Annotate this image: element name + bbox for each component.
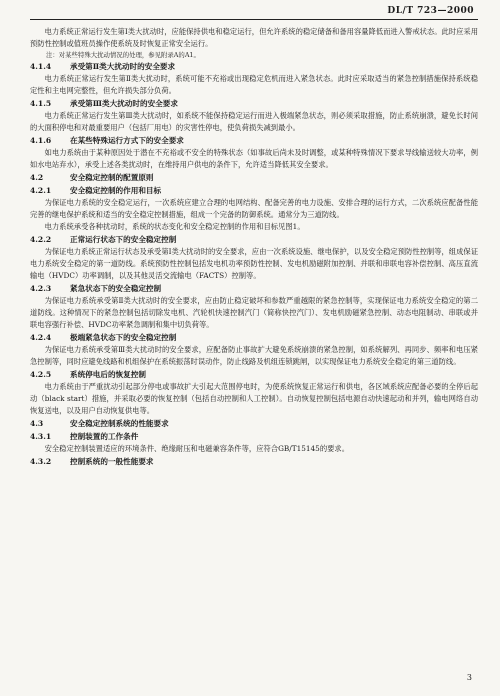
paragraph: 为保证电力系统的安全稳定运行，一次系统应建立合理的电网结构、配备完善的电力设施、安排合理的运行方式，二次系统应配备性能完善的继电保护系统和适当的安全稳定控制措施，组成一个完备的防御系统。通常分为三道防线。 xyxy=(30,198,478,219)
section-heading xyxy=(30,456,478,468)
section-number: 4.1.6 xyxy=(30,136,52,145)
section-number: 4.2.3 xyxy=(30,284,52,293)
section-title: 正常运行状态下的安全稳定控制 xyxy=(70,235,177,244)
section-heading xyxy=(30,98,478,110)
section-title: 安全稳定控制的配置原则 xyxy=(70,173,154,182)
section-heading xyxy=(30,332,478,344)
document-body xyxy=(30,26,478,468)
paragraph: 电力系统正常运行发生第Ⅱ类大扰动时，系统可能不充裕或出现稳定危机而进入紧急状态。此时应采取适当的紧急控制措施保持系统稳定性和主电网完整性，但允许损失部分负荷。 xyxy=(30,74,478,95)
section-title: 承受第Ⅲ类大扰动时的安全要求 xyxy=(70,99,178,108)
section-number: 4.1.4 xyxy=(30,62,52,71)
section-heading xyxy=(30,283,478,295)
paragraph: 为保证电力系统承受第Ⅱ类大扰动时的安全要求，应由防止稳定破坏和参数严重越限的紧急控制等，实现保证电力系统安全稳定的第二道防线。这种情况下的紧急控制包括切除发电机、汽轮机快速控制汽门（简称快控汽门）、发电机励磁紧急控制、动态电阻制动、串联或并联电容强行补偿、HVDC功率紧急调制和集中切负荷等。 xyxy=(30,296,478,329)
section-heading xyxy=(30,234,478,246)
section-heading xyxy=(30,172,478,184)
section-heading xyxy=(30,369,478,381)
section-number: 4.2.5 xyxy=(30,370,52,379)
section-heading xyxy=(30,418,478,430)
header-rule xyxy=(30,19,478,20)
section-heading xyxy=(30,185,478,197)
section-number: 4.2 xyxy=(30,173,44,182)
section-title: 紧急状态下的安全稳定控制 xyxy=(70,284,162,293)
section-title: 控制系统的一般性能要求 xyxy=(70,457,154,466)
paragraph: 电力系统由于严重扰动引起部分停电或事故扩大引起大范围停电时，为使系统恢复正常运行和供电，各区域系统应配备必要的全停后起动（black start）措施，并采取必要的恢复控制（包括自动控制和人工控制）。自动恢复控制包括电源自动快速起动和并列，输电网络自动恢复送电，以及用户自动恢复供电等。 xyxy=(30,382,478,415)
paragraph: 为保证电力系统正常运行状态及承受第Ⅰ类大扰动时的安全要求，应由一次系统设施、继电保护，以及安全稳定预防性控制等，组成保证电力系统安全稳定的第一道防线。系统预防性控制包括发电机功率预防性控制、发电机励磁附加控制、并联和串联电容补偿控制、高压直流输电（HVDC）功率调制，以及其他灵活交流输电（FACTS）控制等。 xyxy=(30,247,478,280)
paragraph: 电力系统正常运行发生第Ⅲ类大扰动时，如系统不能保持稳定运行而进入极端紧急状态，则必须采取措施，防止系统崩溃，避免长时间的大面积停电和对最重要用户（包括厂用电）的灾害性停电，使负荷损失减到最小。 xyxy=(30,111,478,132)
section-number: 4.3.2 xyxy=(30,457,52,466)
note-text: 注：对某些特殊大扰动情况的处理，参见附录A的A1。 xyxy=(46,51,200,59)
section-title: 系统停电后的恢复控制 xyxy=(70,370,146,379)
section-heading xyxy=(30,431,478,443)
paragraph: 电力系统正常运行发生第Ⅰ类大扰动时，应能保持供电和稳定运行，但允许系统的稳定储备和备用容量降低而进入警戒状态。此时应采用预防性控制或值班员操作使系统及时恢复正常安全运行。 xyxy=(30,27,478,48)
section-heading xyxy=(30,135,478,147)
standard-code-header: DL/T 723—2000 xyxy=(387,6,474,16)
section-number: 4.2.4 xyxy=(30,333,52,342)
section-title: 控制装置的工作条件 xyxy=(70,432,139,441)
paragraph: 如电力系统由于某种原因处于潜在不充裕或不安全的特殊状态（如事故后尚未及时调整，或某种特殊情况下要求导线输送较大功率，例如水电站弃水），承受上述各类扰动时，在维持用户供电的条件下，允许适当降低其安全要求。 xyxy=(30,148,478,169)
section-number: 4.2.1 xyxy=(30,186,52,195)
section-number: 4.3 xyxy=(30,419,44,428)
section-number: 4.3.1 xyxy=(30,432,52,441)
section-heading xyxy=(30,61,478,73)
paragraph: 电力系统承受各种扰动时，系统的状态变化和安全稳定控制的作用和目标见图1。 xyxy=(44,222,305,231)
section-title: 极端紧急状态下的安全稳定控制 xyxy=(70,333,177,342)
section-number: 4.2.2 xyxy=(30,235,52,244)
page-number: 3 xyxy=(466,673,472,682)
section-title: 在某些特殊运行方式下的安全要求 xyxy=(70,136,184,145)
section-number: 4.1.5 xyxy=(30,99,52,108)
paragraph: 安全稳定控制装置适应的环境条件、绝缘耐压和电磁兼容条件等，应符合GB/T15145的要求。 xyxy=(44,444,350,453)
paragraph: 为保证电力系统承受第Ⅲ类大扰动时的安全要求，应配备防止事故扩大避免系统崩溃的紧急控制，如系统解列、再同步、频率和电压紧急控制等，同时应避免线路和机组保护在系统振荡时误动作，防止线路及机组连锁跳闸，以实现保证电力系统安全稳定的第三道防线。 xyxy=(30,345,478,366)
section-title: 承受第Ⅱ类大扰动时的安全要求 xyxy=(70,62,176,71)
section-title: 安全稳定控制的作用和目标 xyxy=(70,186,162,195)
section-title: 安全稳定控制系统的性能要求 xyxy=(70,419,169,428)
